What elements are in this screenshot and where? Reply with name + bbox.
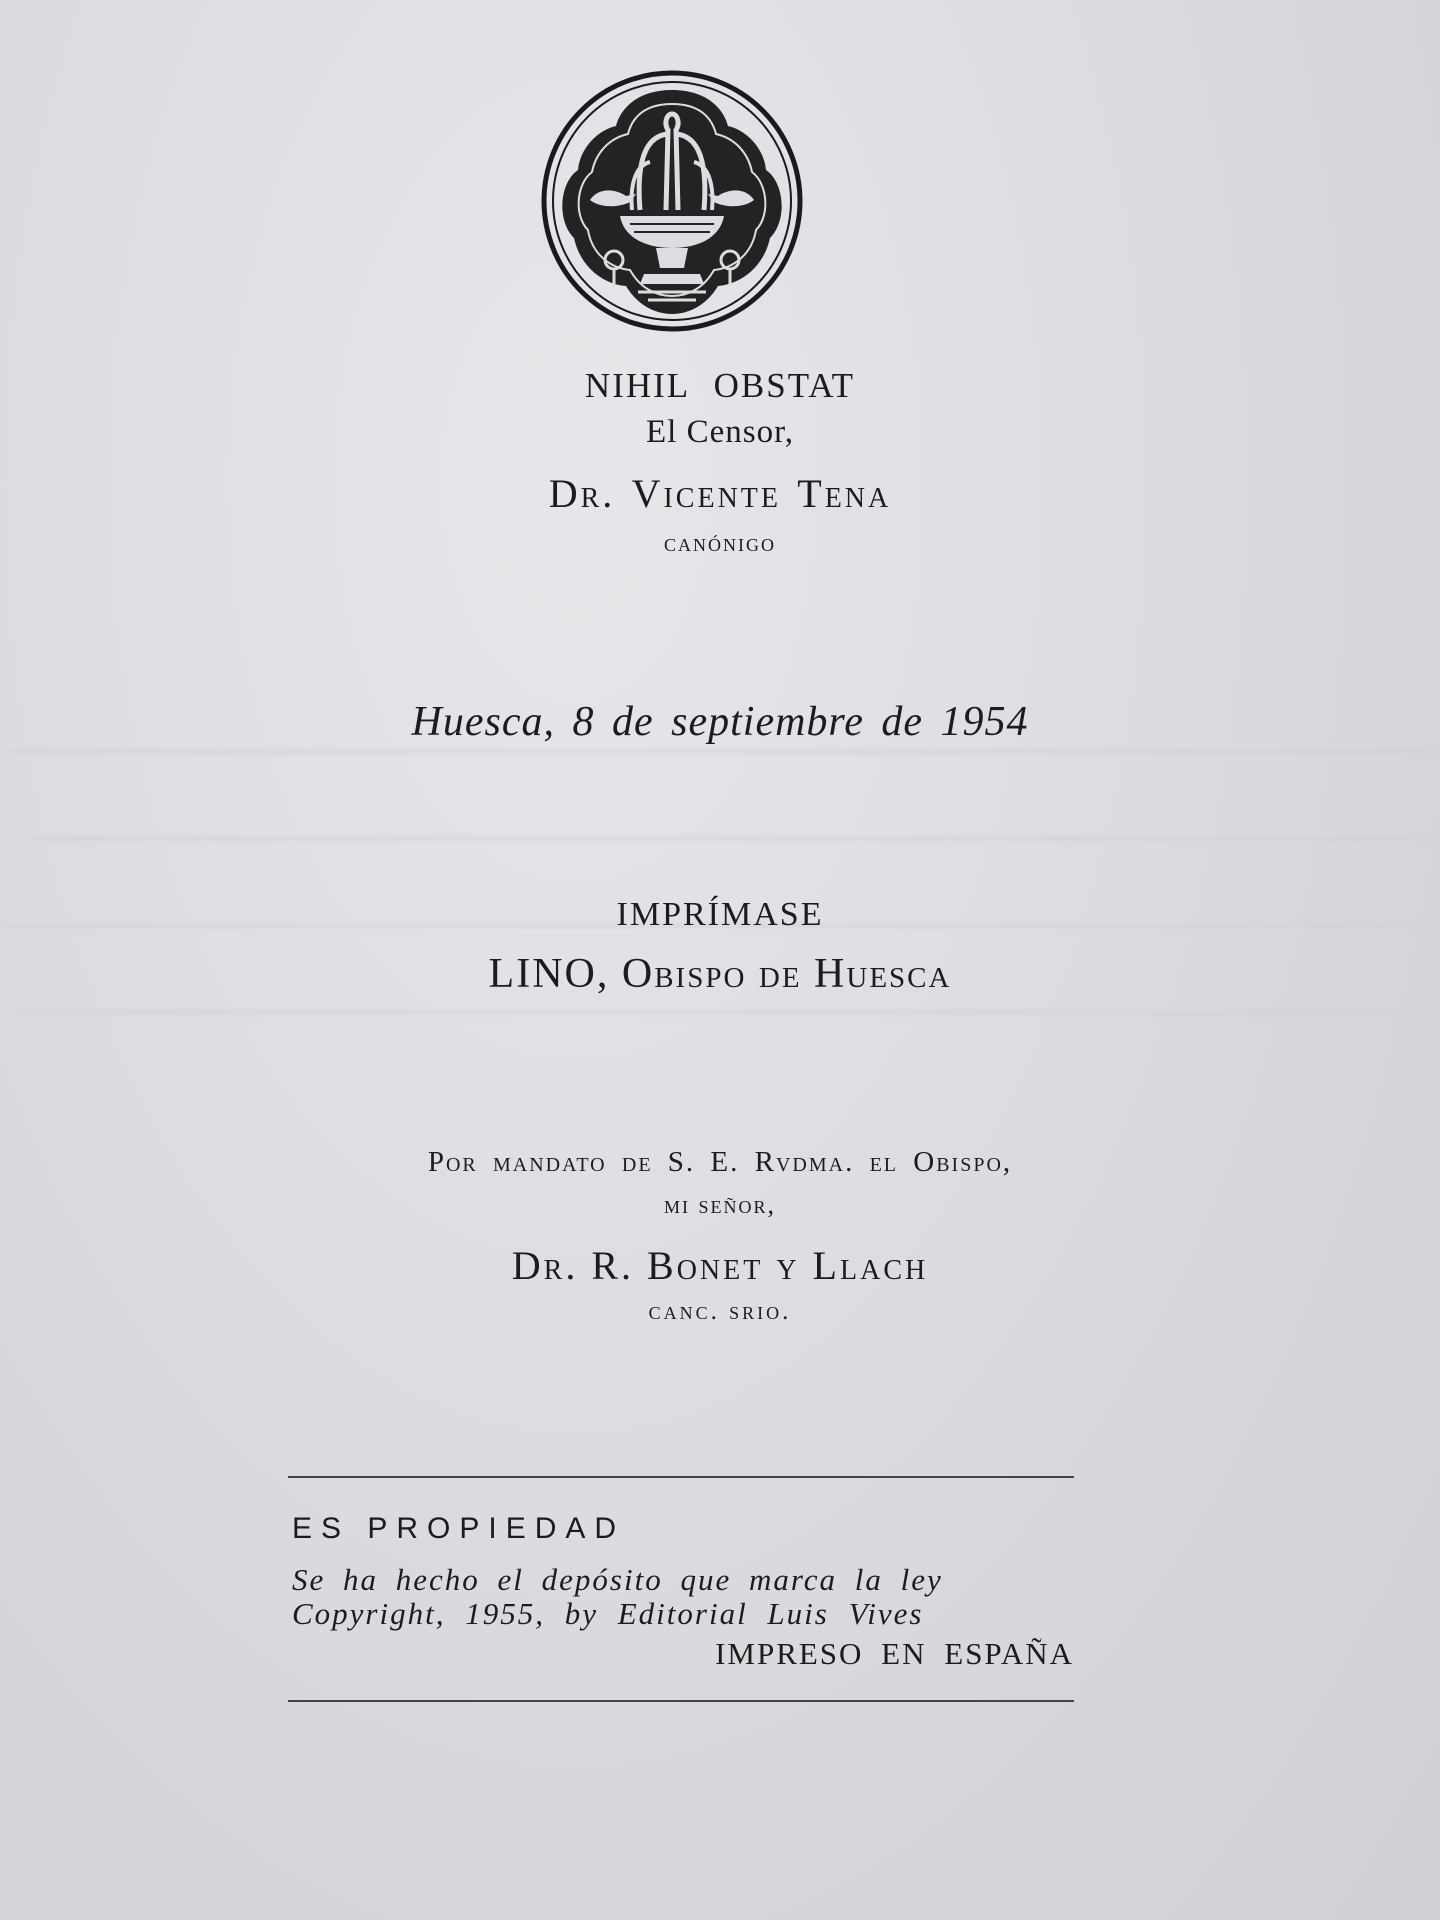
mandato-line-2: mi señor,	[663, 1190, 776, 1219]
censor-name: Dr. Vicente Tena	[548, 471, 892, 516]
mandato-line: Por mandato de S. E. Rvdma. el Obispo,	[427, 1146, 1013, 1178]
propiedad-heading: ES PROPIEDAD	[292, 1512, 626, 1545]
censor-title: canónigo	[664, 528, 776, 557]
copyright-line: Copyright, 1955, by Editorial Luis Vives	[292, 1596, 924, 1631]
fountain-seal-icon	[538, 70, 806, 332]
imprint-bottom-rule	[288, 1700, 1074, 1702]
censor-label: El Censor,	[646, 414, 794, 450]
deposito-line: Se ha hecho el depósito que marca la ley	[292, 1562, 943, 1597]
bishop-name: LINO,	[488, 951, 610, 997]
imprint-top-rule	[288, 1476, 1074, 1478]
imprimase-heading: IMPRÍMASE	[616, 896, 824, 933]
secretary-name: Dr. R. Bonet y Llach	[511, 1243, 929, 1288]
impreso-line: IMPRESO EN ESPAÑA	[715, 1636, 1074, 1671]
nihil-obstat-heading: NIHIL OBSTAT	[584, 366, 856, 405]
bishop-line	[0, 950, 1440, 998]
secretary-title: canc. srio.	[648, 1298, 792, 1325]
bishop-title: Obispo de Huesca	[621, 951, 952, 997]
place-date: Huesca, 8 de septiembre de 1954	[411, 699, 1029, 745]
